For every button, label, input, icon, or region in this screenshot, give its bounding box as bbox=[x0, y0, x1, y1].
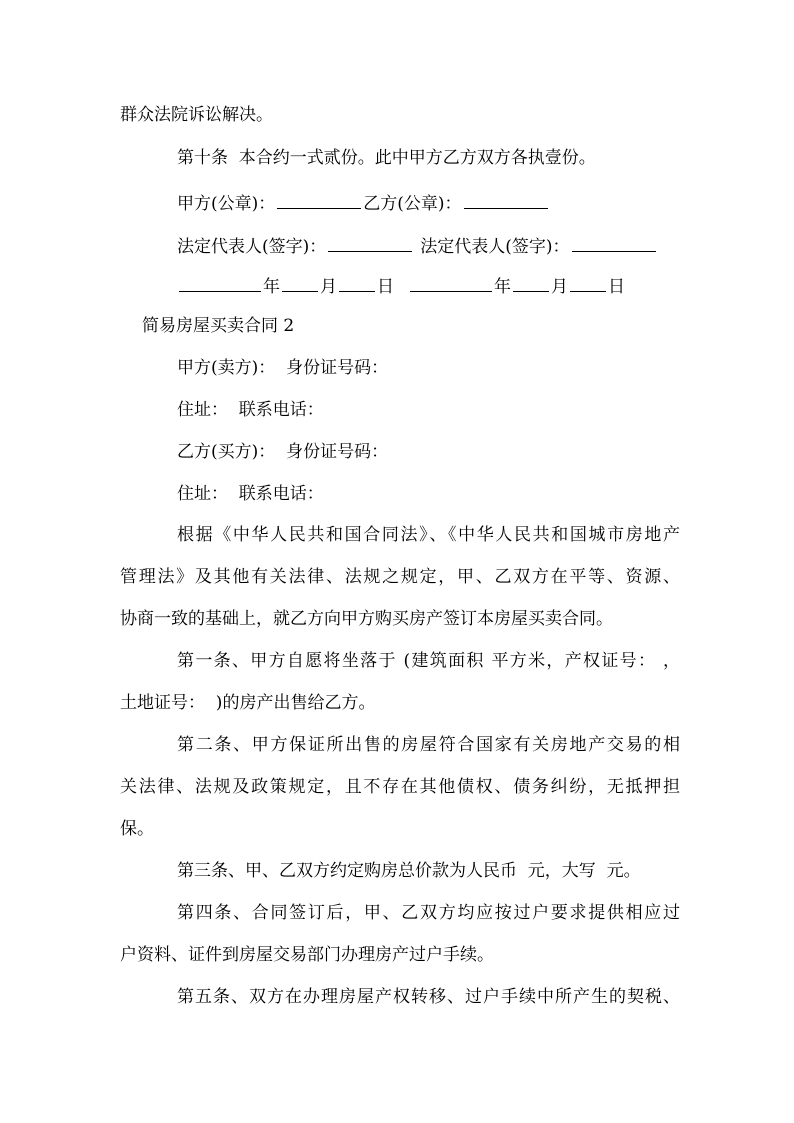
article-three: 第三条、甲、乙双方约定购房总价款为人民币 元，大写 元。 bbox=[177, 861, 641, 881]
day-label: 日 bbox=[608, 277, 625, 297]
date-row bbox=[177, 273, 625, 298]
article-ten: 第十条 本合约一式贰份。此中甲方乙方双方各执壹份。 bbox=[177, 148, 596, 168]
party-a-address-line: 住址： 联系电话： bbox=[177, 400, 324, 420]
paragraph-line: 群众法院诉讼解决。 bbox=[120, 105, 273, 125]
party-a-rep-blank bbox=[328, 233, 412, 252]
party-a-seal-blank bbox=[277, 190, 361, 209]
party-a-line: 甲方(卖方)： 身份证号码： bbox=[177, 358, 389, 378]
signature-row-seal bbox=[177, 190, 550, 215]
intro-line-3: 协商一致的基础上，就乙方向甲方购买房产签订本房屋买卖合同。 bbox=[120, 609, 613, 629]
article-five-line-1: 第五条、双方在办理房屋产权转移、过户手续中所产生的契税、 bbox=[177, 987, 680, 1007]
intro-line-1: 根据《中华人民共和国合同法》、《中华人民共和国城市房地产 bbox=[177, 525, 680, 545]
party-b-rep-label: 法定代表人(签字)： bbox=[420, 237, 570, 257]
day-label: 日 bbox=[377, 277, 394, 297]
article-four-line-2: 户资料、证件到房屋交易部门办理房产过户手续。 bbox=[120, 945, 494, 965]
party-b-seal-label: 乙方(公章)： bbox=[363, 194, 462, 214]
party-b-address-line: 住址： 联系电话： bbox=[177, 484, 324, 504]
day-blank bbox=[339, 273, 375, 292]
year-blank bbox=[410, 273, 492, 292]
day-blank bbox=[570, 273, 606, 292]
article-four-line-1: 第四条、合同签订后，甲、乙双方均应按过户要求提供相应过 bbox=[177, 903, 680, 923]
month-label: 月 bbox=[551, 277, 568, 297]
article-two-line-1: 第二条、甲方保证所出售的房屋符合国家有关房地产交易的相 bbox=[177, 735, 680, 755]
party-a-seal-label: 甲方(公章)： bbox=[177, 194, 276, 214]
article-one-line-1: 第一条、甲方自愿将坐落于 (建筑面积 平方米，产权证号： ， bbox=[177, 651, 680, 671]
article-one-line-2: 土地证号： )的房产出售给乙方。 bbox=[120, 693, 376, 713]
year-label: 年 bbox=[263, 277, 280, 297]
month-label: 月 bbox=[320, 277, 337, 297]
party-b-line: 乙方(买方)： 身份证号码： bbox=[177, 442, 389, 462]
signature-row-representative bbox=[177, 233, 658, 258]
article-two-line-2: 关法律、法规及政策规定，且不存在其他债权、债务纠纷，无抵押担 bbox=[120, 777, 680, 797]
intro-line-2: 管理法》及其他有关法律、法规之规定，甲、乙双方在平等、资源、 bbox=[120, 567, 680, 587]
month-blank bbox=[513, 273, 549, 292]
section-heading: 简易房屋买卖合同 2 bbox=[142, 316, 295, 336]
article-two-line-3: 保。 bbox=[120, 819, 154, 839]
party-a-rep-label: 法定代表人(签字)： bbox=[177, 237, 327, 257]
year-label: 年 bbox=[494, 277, 511, 297]
party-b-rep-blank bbox=[572, 233, 656, 252]
month-blank bbox=[282, 273, 318, 292]
year-blank bbox=[179, 273, 261, 292]
party-b-seal-blank bbox=[464, 190, 548, 209]
